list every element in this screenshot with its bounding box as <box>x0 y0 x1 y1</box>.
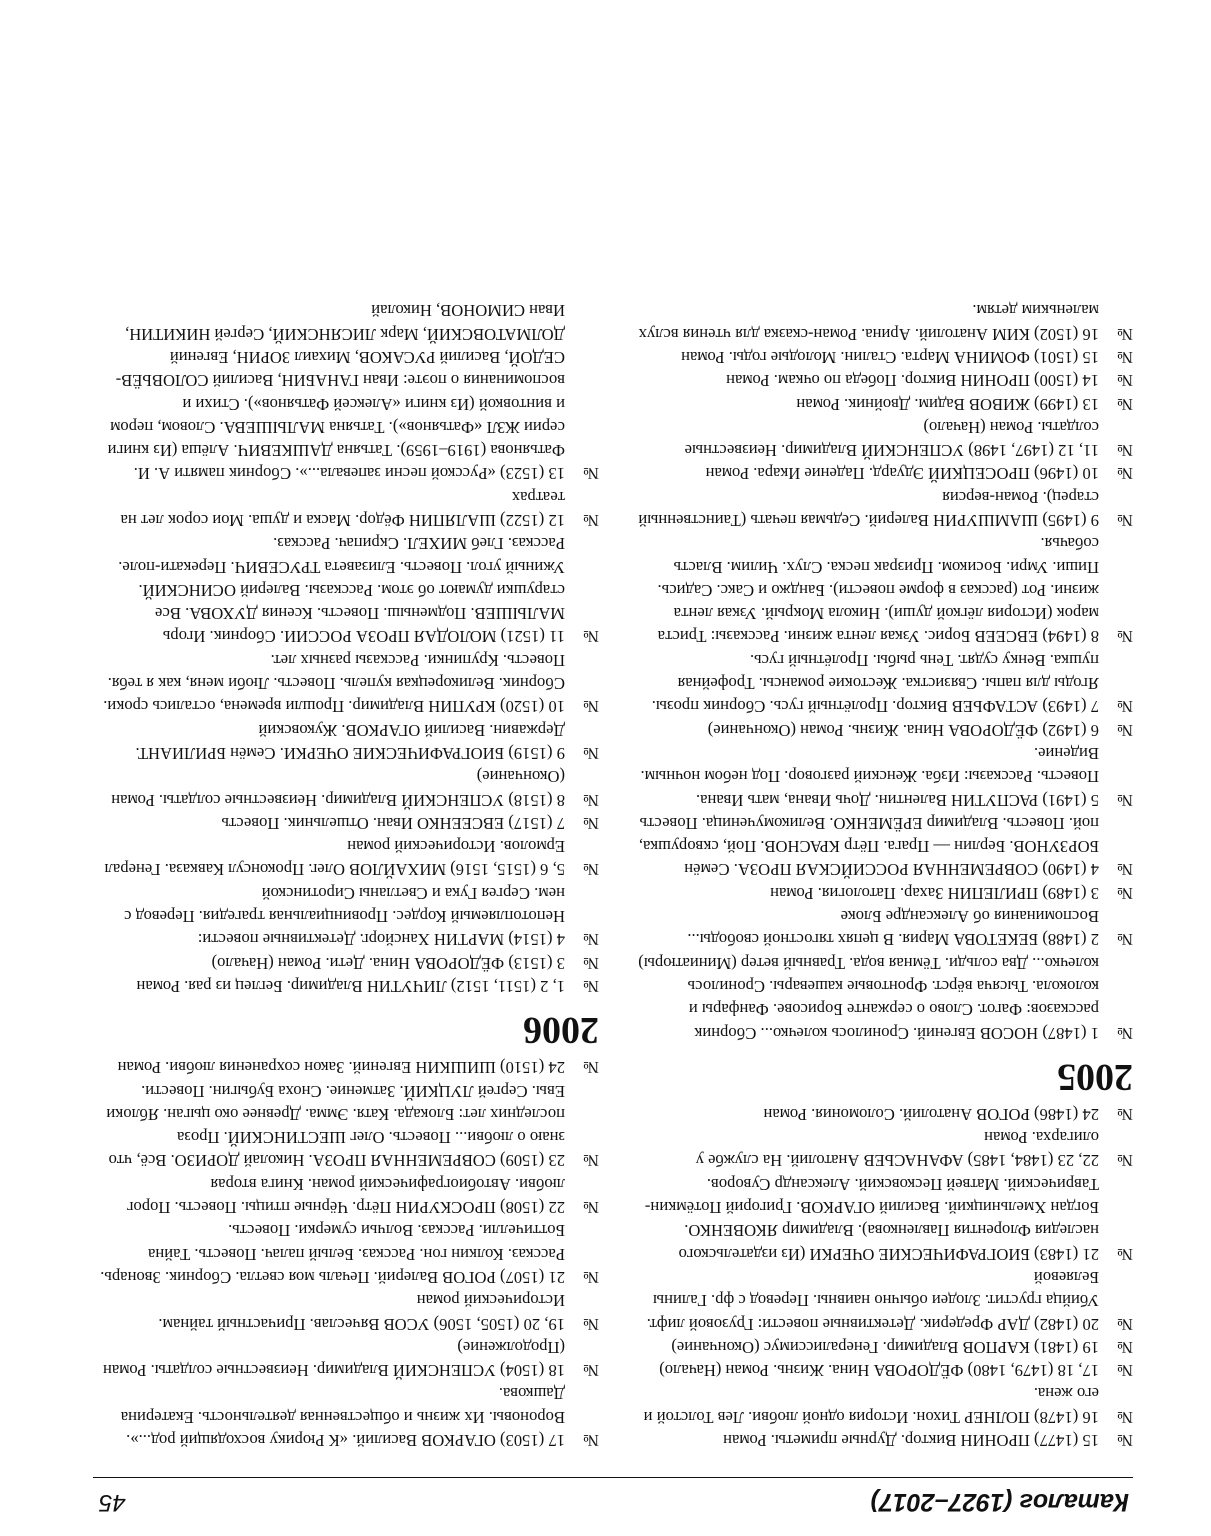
catalog-entry <box>633 369 1133 392</box>
catalog-entry <box>99 1289 599 1336</box>
catalog-entry <box>633 812 1133 882</box>
catalog-entry <box>633 905 1133 952</box>
catalog-entry <box>99 1079 599 1172</box>
entry-text: 7 (1517) ЕВСЕЕНКО Иван. Отшельник. Повесть <box>221 813 565 833</box>
number-sign: № <box>583 860 599 880</box>
catalog-entry <box>633 718 1133 741</box>
catalog-entry <box>633 649 1133 719</box>
entry-text: 13 (1499) ЖИВОВ Вадим. Двойник. Роман <box>796 394 1099 414</box>
entry-text: 15 (1501) ФОМИНА Марта. Сталин. Молодые годы. Роман <box>681 347 1099 367</box>
entry-text: 18 (1504) УСПЕНСКИЙ Владимир. Неизвестные солдаты. Роман (Продолжение) <box>103 1337 565 1381</box>
entry-text: 22, 23 (1484, 1485) АФАНАСЬЕВ Анатолий. На службе у олигарха. Роман <box>695 1128 1099 1171</box>
number-sign: № <box>583 1151 599 1171</box>
catalog-entry <box>633 346 1133 369</box>
entry-text: 17, 18 (1479, 1480) ФЁДОРОВА Нина. Жизнь. Роман (Начало) <box>659 1361 1099 1381</box>
number-sign: № <box>1117 860 1133 880</box>
number-sign: № <box>1117 930 1133 950</box>
entry-text: 11, 12 (1497, 1498) УСПЕНСКИЙ Владимир. Неизвестные солдаты. Роман (Начало) <box>684 417 1099 461</box>
number-sign: № <box>1117 1431 1133 1450</box>
number-sign: № <box>1117 464 1133 484</box>
entries-2004 <box>633 1103 1133 1452</box>
number-sign: № <box>583 511 599 531</box>
right-column <box>99 299 599 1452</box>
year-heading-2006: 2006 <box>523 1008 599 1051</box>
entry-text: 5 (1491) РАСПУТИН Валентин. Дочь Ивана, мать Ивана. Повесть. Рассказы: Изба. Женский разговор. Под небом ночным. Видение. <box>640 743 1099 810</box>
catalog-entry <box>99 718 599 765</box>
entry-text: 20 (1482) ДАР Фредерик. Детективные повести: Грузовой лифт. Убийца грустит. Злодеи обычно наивны. Перевод с фр. Галины Беляевой <box>646 1267 1099 1334</box>
catalog-entry <box>99 299 599 485</box>
entries-2005-end <box>99 1056 599 1452</box>
number-sign: № <box>583 1361 599 1381</box>
year-heading-2005: 2005 <box>1057 1055 1133 1098</box>
number-sign: № <box>583 790 599 810</box>
entry-text: 9 (1519) БИОГРАФИЧЕСКИЕ ОЧЕРКИ. Семён БРИЛИАНТ. Державин. Василий ОГАРКОВ. Жуковский <box>135 720 565 763</box>
entry-text: 22 (1508) ПРОСКУРИН Пётр. Чёрные птицы. Повесть. Порог любви. Автобиографический роман. Книга вторая <box>126 1174 565 1218</box>
left-column <box>633 299 1133 1452</box>
entry-text: 8 (1518) УСПЕНСКИЙ Владимир. Неизвестные солдаты. Роман (Окончание) <box>111 767 565 810</box>
catalog-entry <box>99 1336 599 1383</box>
number-sign: № <box>583 1314 599 1334</box>
entry-text: 12 (1522) ШАЛЯПИН Фёдор. Маска и душа. Мои сорок лет на театрах <box>120 487 565 531</box>
entry-text: 1, 2 (1511, 1512) ЛИЧУТИН Владимир. Беглец из рая. Роман <box>136 976 565 996</box>
catalog-entry <box>633 1429 1133 1452</box>
catalog-title: Каталог (1927–2017) <box>870 1488 1129 1516</box>
number-sign: № <box>583 697 599 717</box>
page-number: 45 <box>99 1489 126 1516</box>
entry-text: 2 (1488) БЕКЕТОВА Мария. В цепях тягостной свободы... Воспоминания об Александре Блоке <box>687 907 1099 950</box>
number-sign: № <box>1117 720 1133 740</box>
catalog-entry <box>633 1103 1133 1126</box>
catalog-entry <box>99 532 599 648</box>
entry-text: 19 (1481) КАРПОВ Владимир. Генералиссимус (Окончание) <box>671 1337 1099 1357</box>
catalog-entry <box>99 765 599 812</box>
number-sign: № <box>1117 347 1133 367</box>
catalog-entry <box>99 1056 599 1079</box>
number-sign: № <box>583 976 599 996</box>
number-sign: № <box>583 464 599 484</box>
entry-text: 13 (1523) «Русской песни запевала...». Сборник памяти А. И. Фатьянова (1919–1959). Татьяна ДАШКЕВИЧ. Алёша (Из книги серии ЖЗЛ «Фатьянов»). Татьяна МАЛЫШЕВА. Словом, пером и винтовкой (Из книги «Алексей Фатьянов»). Стихи и воспоминания о поэте: Иван ГАНАБИН, Василий СОЛОВЬЁВ-СЕДОЙ, Василий РУСАКОВ, Михаил ЗОРИН, Евгений ДОЛМАТОВСКИЙ, Марк ЛИСЯНСКИЙ, Сергей НИКИТИН, Иван СИМОНОВ, Николай <box>107 301 565 484</box>
number-sign: № <box>1117 1023 1133 1043</box>
catalog-entry <box>633 392 1133 415</box>
number-sign: № <box>583 953 599 973</box>
catalog-entry <box>633 742 1133 812</box>
catalog-entry <box>99 649 599 719</box>
number-sign: № <box>1117 790 1133 810</box>
catalog-entry <box>633 1266 1133 1336</box>
entry-text: 21 (1507) РОГОВ Валерий. Печаль моя светла. Сборник. Звонарь. Рассказ. Колкин гон. Рассказ. Белый палач. Повесть. Тайна Боттичелли. Рассказ. Волчьи сумерки. Повесть. <box>100 1221 565 1287</box>
catalog-entry <box>633 951 1133 1044</box>
catalog-entry <box>99 1172 599 1219</box>
number-sign: № <box>1117 1244 1133 1264</box>
number-sign: № <box>1117 324 1133 344</box>
entry-text: 11 (1521) МОЛОДАЯ ПРОЗА РОССИИ. Сборник. Игорь МАЛЫШЕВ. Подменыш. Повесть. Ксения ДУХОВА. Все старушки думают об этом. Рассказы. Валерий ОСИНСКИЙ. Ужиный угол. Повесть. Елизавета ТРУСЕВИЧ. Перекати-поле. Рассказ. Глеб МИХЕЛ. Скрипач. Рассказ. <box>118 534 565 647</box>
catalog-entry <box>633 462 1133 485</box>
entry-text: 16 (1478) ПОЛНЕР Тихон. История одной любви. Лев Толстой и его жена. <box>643 1384 1099 1427</box>
number-sign: № <box>583 813 599 833</box>
catalog-entry <box>633 532 1133 648</box>
page-header <box>93 1477 1133 1528</box>
number-sign: № <box>1117 1337 1133 1357</box>
number-sign: № <box>583 930 599 950</box>
catalog-entry <box>99 812 599 835</box>
catalog-entry <box>633 1126 1133 1173</box>
catalog-entry <box>99 951 599 974</box>
entry-text: 7 (1493) АСТАФЬЕВ Виктор. Пролётный гусь. Сборник прозы. Ягоды для папы. Связистка. Жестокие романсы. Трофейная пушка. Венку судят. Тень рыбы. Пролётный гусь. <box>651 650 1099 717</box>
entry-text: 23 (1509) СОВРЕМЕННАЯ ПРОЗА. Николай ДОРИЗО. Всё, что знаю о любви... Повесть. Олег ШЕСТИНСКИЙ. Проза последних лет: Блокада. Катя. Эмма. Древнее око цыган. Яблоки Евы. Сергей ЛУЦКИЙ. Затмение. Сноха Бубыгин. Повести. <box>106 1081 565 1171</box>
number-sign: № <box>583 743 599 763</box>
entry-text: 14 (1500) ПРОНИН Виктор. Победа по очкам. Роман <box>726 371 1099 391</box>
number-sign: № <box>1117 627 1133 647</box>
number-sign: № <box>583 627 599 647</box>
entry-text: 6 (1492) ФЁДОРОВА Нина. Жизнь. Роман (Окончание) <box>707 720 1099 740</box>
catalog-entry <box>99 881 599 951</box>
entry-text: 4 (1514) МАРТИН Хансйорг. Детективные повести: Непотопляемый Кордес. Провинциальная трагедия. Перевод с нем. Сергея Гука и Светланы Сиротинской <box>124 883 565 950</box>
number-sign: № <box>1117 1361 1133 1381</box>
entry-text: 3 (1513) ФЁДОРОВА Нина. Дети. Роман (Начало) <box>211 953 565 973</box>
catalog-entry <box>633 416 1133 463</box>
catalog-entry <box>99 1219 599 1289</box>
entry-text: 9 (1495) ШАМШУРИН Валерий. Седьмая печать (Таинственный старец). Роман-версия <box>638 487 1099 531</box>
entry-text: 3 (1489) ПРИЛЕПИН Захар. Патология. Роман <box>770 883 1099 903</box>
entry-text: 24 (1486) РОГОВ Анатолий. Соломония. Роман <box>763 1104 1099 1124</box>
entry-text: 5, 6 (1515, 1516) МИХАЙЛОВ Олег. Проконсул Кавказа. Генерал Ермолов. Исторический роман <box>104 837 565 880</box>
number-sign: № <box>583 1198 599 1218</box>
entry-text: 15 (1477) ПРОНИН Виктор. Дурные приметы. Роман <box>723 1431 1099 1450</box>
number-sign: № <box>1117 1104 1133 1124</box>
entry-text: 10 (1520) КРУПИН Владимир. Прошли времена, остались сроки. Сборник. Великорецкая купель. Повесть. Люби меня, как я тебя. Повесть. Крупинки. Рассказы разных лет. <box>103 650 565 717</box>
number-sign: № <box>1117 511 1133 531</box>
catalog-entry <box>99 1382 599 1452</box>
entry-text: 21 (1483) БИОГРАФИЧЕСКИЕ ОЧЕРКИ (Из издательского наследия Флорентия Павленкова). Владимир ЯКОВЕНКО. Богдан Хмельницкий. Василий ОГАРКОВ. Григорий Потёмкин-Таврический. Матвей Песковский. Александр Суворов. <box>644 1174 1099 1264</box>
catalog-entry <box>633 881 1133 904</box>
number-sign: № <box>1117 371 1133 391</box>
number-sign: № <box>1117 1407 1133 1427</box>
entries-2005 <box>633 299 1133 1045</box>
catalog-entry <box>633 1336 1133 1359</box>
entry-text: 4 (1490) СОВРЕМЕННАЯ РОССИЙСКАЯ ПРОЗА. Семён БОРЗУНОВ. Берлин — Прага. Пётр КРАСНОВ. Пой, скворушка, пой. Повесть. Владимир ЕРЁМЕНКО. Великомученица. Повесть <box>638 813 1099 880</box>
number-sign: № <box>1117 697 1133 717</box>
number-sign: № <box>583 1267 599 1287</box>
number-sign: № <box>1117 1314 1133 1334</box>
entry-text: 8 (1494) ЕВСЕЕВ Борис. Узкая лента жизни. Рассказы: Триста марок (История лёгкой души). Никола Мокрый. Узкая лента жизни. Рот (рассказ в форме повести). Банджо и Сакс. Садись. Пиши. Умри. Босиком. Призрак песка. Слух. Чилим. Власть собачья. <box>657 534 1099 647</box>
entry-text: 17 (1503) ОГАРКОВ Василий. «К Рюрику восходящий род...». Вороновы. Их жизнь и общественная деятельность. Екатерина Дашкова. <box>120 1384 565 1450</box>
entry-text: 19, 20 (1505, 1506) УСОВ Вячеслав. Причастный тайнам. Исторический роман <box>158 1291 565 1334</box>
number-sign: № <box>583 1431 599 1450</box>
catalog-entry <box>633 1382 1133 1429</box>
catalog-entry <box>633 485 1133 532</box>
number-sign: № <box>1117 883 1133 903</box>
entries-2006 <box>99 299 599 998</box>
catalog-entry <box>633 1172 1133 1265</box>
catalog-entry <box>633 299 1133 346</box>
entry-text: 1 (1487) НОСОВ Евгений. Сронилось колечко... Сборник рассказов: Фагот. Слово о сержанте Борисове. Фанфары и колокола. Тысяча вёрст. Фронтовые кашевары. Сронилось колечко... Два сольди. Тёмная вода. Травный ветер (Миниатюры) <box>638 953 1099 1043</box>
entry-text: 16 (1502) КИМ Анатолий. Арина. Роман-сказка для чтения вслух маленьким детям. <box>638 301 1099 344</box>
catalog-entry <box>99 975 599 998</box>
catalog-entry <box>99 485 599 532</box>
number-sign: № <box>1117 394 1133 414</box>
entry-text: 10 (1496) ПРОСЕЦКИЙ Эдуард. Падение Икара. Роман <box>705 464 1099 484</box>
entry-text: 24 (1510) ШИШКИН Евгений. Закон сохранения любви. Роман <box>117 1058 565 1078</box>
catalog-entry <box>633 1359 1133 1382</box>
catalog-entry <box>99 835 599 882</box>
number-sign: № <box>583 1058 599 1078</box>
number-sign: № <box>1117 1151 1133 1171</box>
number-sign: № <box>1117 441 1133 461</box>
